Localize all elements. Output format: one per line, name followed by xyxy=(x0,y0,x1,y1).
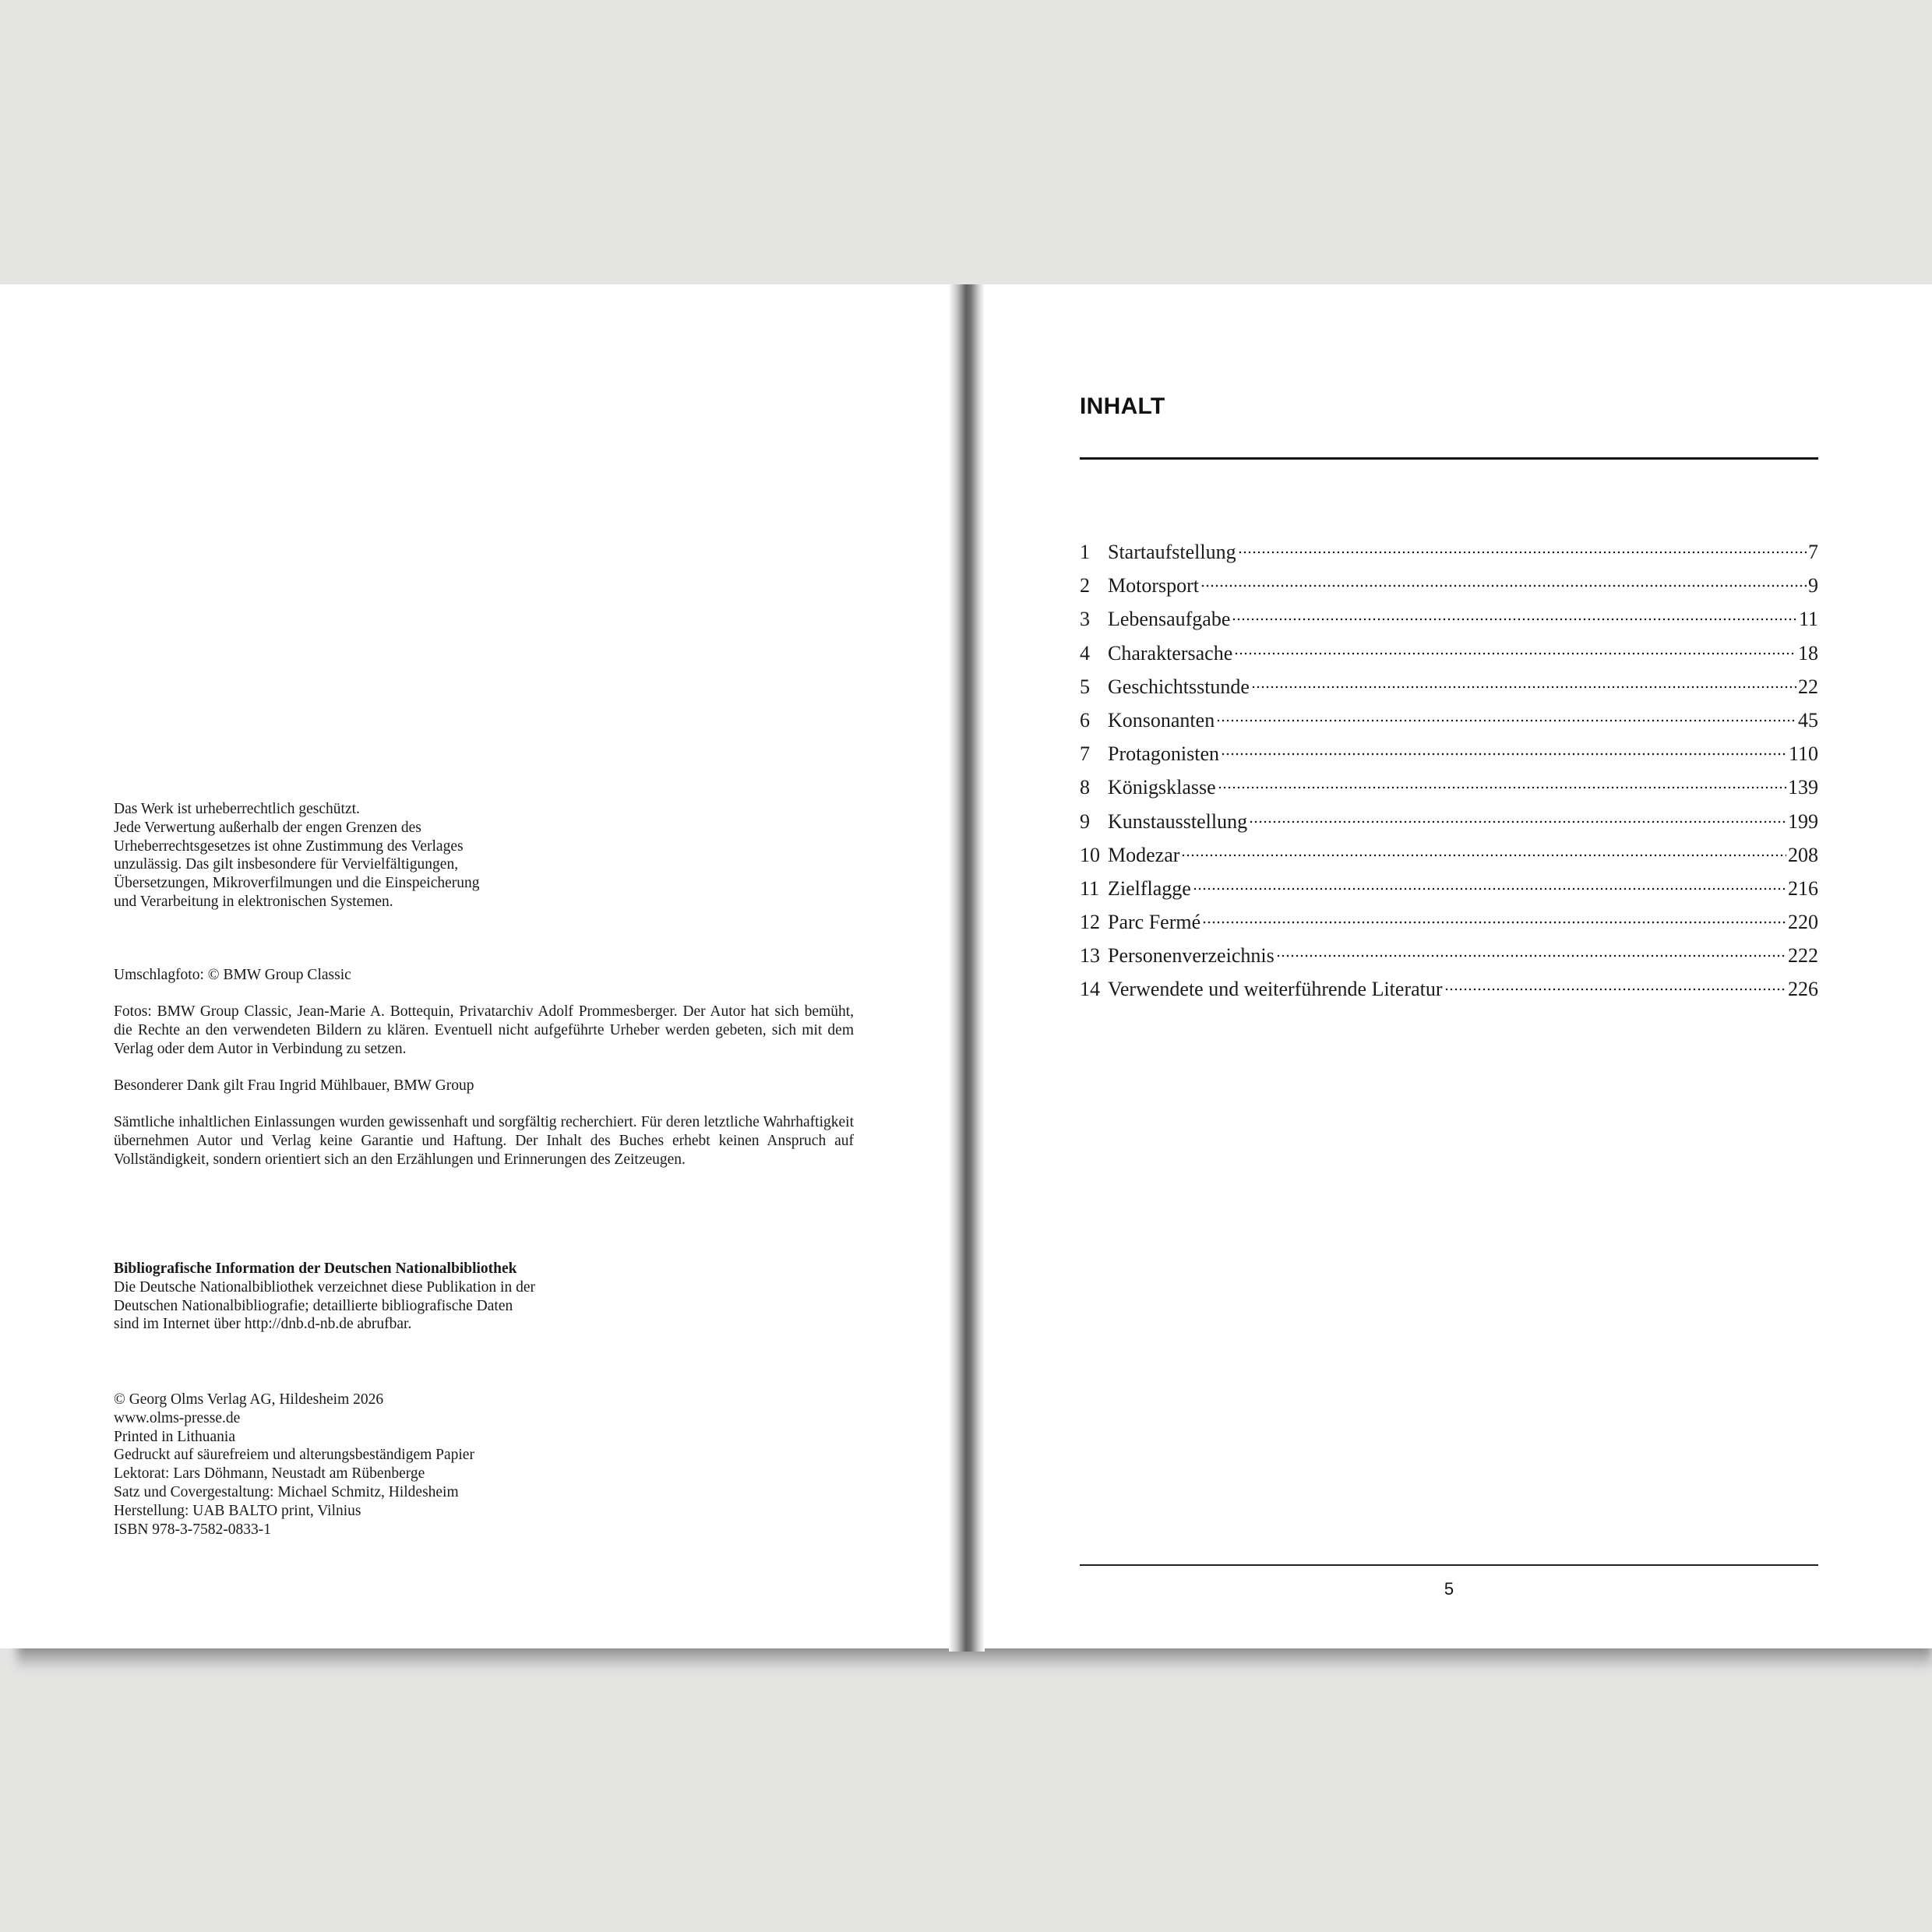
toc-label: Verwendete und weiterführende Literatur xyxy=(1108,978,1443,1001)
biblio-line: Deutschen Nationalbibliografie; detaillierte bibliografische Daten xyxy=(114,1297,513,1314)
publisher-line: Printed in Lithuania xyxy=(114,1428,235,1445)
toc-label: Personenverzeichnis xyxy=(1108,944,1274,968)
toc-number: 13 xyxy=(1080,944,1100,968)
toc-label: Charaktersache xyxy=(1108,641,1233,665)
biblio-line: sind im Internet über http://dnb.d-nb.de abrufbar. xyxy=(114,1316,412,1333)
disclaimer-text: Sämtliche inhaltlichen Einlassungen wurden gewissenhaft und sorgfältig recherchiert. Für deren letztliche Wahrhaftigkeit übernehmen Autor und Verlag keine Garantie und Haftung. Der Inhalt des Buches erhebt keinen Anspruch auf Vollständigkeit, sondern orientiert sich an den Erzählungen und Erinnerungen des Zeitzeugen. xyxy=(114,1114,854,1168)
toc-number: 14 xyxy=(1080,978,1100,1001)
biblio-heading: Bibliografische Information der Deutschen Nationalbibliothek xyxy=(114,1260,517,1277)
toc-entry[interactable] xyxy=(1080,972,1818,1006)
footer-rule xyxy=(1080,1564,1818,1566)
toc-entry[interactable] xyxy=(1080,737,1818,770)
toc-entry[interactable] xyxy=(1080,939,1818,972)
toc-page-number: 9 xyxy=(1808,574,1818,598)
table-of-contents xyxy=(1080,535,1818,1007)
toc-page-number: 110 xyxy=(1788,742,1818,766)
toc-leader xyxy=(1193,887,1786,891)
toc-number: 10 xyxy=(1080,843,1100,866)
toc-entry[interactable] xyxy=(1080,569,1818,602)
toc-number: 11 xyxy=(1080,876,1100,900)
toc-number: 2 xyxy=(1080,574,1090,598)
toc-label: Lebensaufgabe xyxy=(1108,608,1231,631)
toc-label: Motorsport xyxy=(1108,574,1199,598)
toc-label: Geschichtsstunde xyxy=(1108,675,1250,698)
toc-leader xyxy=(1216,718,1796,723)
toc-entry[interactable] xyxy=(1080,872,1818,905)
toc-label: Kunstausstellung xyxy=(1108,809,1248,833)
toc-entry[interactable] xyxy=(1080,602,1818,636)
toc-leader xyxy=(1238,550,1807,555)
toc-label: Protagonisten xyxy=(1108,742,1219,766)
toc-label: Königsklasse xyxy=(1108,776,1216,799)
copyright-line: Urheberrechtsgesetzes ist ohne Zustimmung des Verlages xyxy=(114,837,464,855)
toc-title: INHALT xyxy=(1080,393,1165,419)
copyright-line: Das Werk ist urheberrechtlich geschützt. xyxy=(114,801,360,817)
toc-number: 5 xyxy=(1080,675,1090,698)
toc-leader xyxy=(1249,820,1786,824)
toc-label: Startaufstellung xyxy=(1108,541,1236,563)
copyright-line: unzulässig. Das gilt insbesondere für Vervielfältigungen, xyxy=(114,856,459,873)
toc-page-number: 220 xyxy=(1788,911,1818,934)
publisher-line: www.olms-presse.de xyxy=(114,1409,241,1426)
toc-leader xyxy=(1221,752,1787,756)
toc-leader xyxy=(1276,954,1786,958)
toc-page-number: 139 xyxy=(1788,776,1818,799)
toc-leader xyxy=(1218,785,1786,790)
publisher-line: Satz und Covergestaltung: Michael Schmitz, Hildesheim xyxy=(114,1483,459,1500)
toc-label: Konsonanten xyxy=(1108,708,1215,732)
copyright-line: Übersetzungen, Mikroverfilmungen und die Einspeicherung xyxy=(114,875,480,892)
photo-credits xyxy=(114,1003,854,1058)
biblio-line: Die Deutsche Nationalbibliothek verzeichnet diese Publikation in der xyxy=(114,1278,535,1296)
toc-page-number: 222 xyxy=(1788,944,1818,968)
toc-label: Zielflagge xyxy=(1108,876,1191,900)
toc-page-number: 216 xyxy=(1788,876,1818,900)
publisher-line: © Georg Olms Verlag AG, Hildesheim 2026 xyxy=(114,1391,384,1408)
publisher-line: ISBN 978-3-7582-0833-1 xyxy=(114,1521,272,1538)
publisher-line: Gedruckt auf säurefreiem und alterungsbeständigem Papier xyxy=(114,1447,474,1464)
publisher-line: Lektorat: Lars Döhmann, Neustadt am Rübenberge xyxy=(114,1465,425,1482)
publisher-info xyxy=(114,1391,854,1539)
copyright-notice xyxy=(114,800,854,911)
bibliographic-info xyxy=(114,1260,854,1334)
toc-leader xyxy=(1444,987,1786,992)
toc-page-number: 18 xyxy=(1798,641,1818,665)
toc-leader xyxy=(1181,853,1786,858)
right-page xyxy=(975,284,1932,1648)
toc-entry[interactable] xyxy=(1080,670,1818,703)
toc-number: 8 xyxy=(1080,776,1090,799)
page-number: 5 xyxy=(1444,1579,1454,1599)
toc-entry[interactable] xyxy=(1080,703,1818,737)
toc-entry[interactable] xyxy=(1080,838,1818,872)
toc-page-number: 208 xyxy=(1788,843,1818,866)
toc-page-number: 22 xyxy=(1798,675,1818,698)
thanks xyxy=(114,1077,854,1095)
disclaimer xyxy=(114,1113,854,1169)
toc-leader xyxy=(1232,617,1797,622)
cover-photo-credit xyxy=(114,966,854,985)
toc-page-number: 226 xyxy=(1788,978,1818,1001)
toc-entry[interactable] xyxy=(1080,770,1818,804)
toc-number: 3 xyxy=(1080,608,1090,631)
toc-page-number: 7 xyxy=(1808,541,1818,563)
cover-photo-text: Umschlagfoto: © BMW Group Classic xyxy=(114,967,351,983)
toc-number: 9 xyxy=(1080,809,1090,833)
toc-label: Modezar xyxy=(1108,843,1180,866)
toc-leader xyxy=(1234,651,1796,656)
toc-entry[interactable] xyxy=(1080,535,1818,569)
toc-number: 1 xyxy=(1080,541,1090,563)
publisher-line: Herstellung: UAB BALTO print, Vilnius xyxy=(114,1502,361,1519)
copyright-line: Jede Verwertung außerhalb der engen Grenzen des xyxy=(114,819,421,836)
toc-leader xyxy=(1202,920,1786,925)
photo-credits-text: Fotos: BMW Group Classic, Jean-Marie A. Bottequin, Privatarchiv Adolf Prommesberger. Der Autor hat sich bemüht, die Rechte an den verwendeten Bildern zu klären. Eventuell nicht aufgeführte Urheber werden gebeten, sich mit dem Verlag oder dem Autor in Verbindung zu setzen. xyxy=(114,1003,854,1057)
thanks-text: Besonderer Dank gilt Frau Ingrid Mühlbauer, BMW Group xyxy=(114,1077,474,1094)
book-gutter xyxy=(949,284,985,1652)
copyright-line: und Verarbeitung in elektronischen Systemen. xyxy=(114,893,393,910)
toc-number: 7 xyxy=(1080,742,1090,766)
toc-number: 6 xyxy=(1080,708,1090,732)
toc-entry[interactable] xyxy=(1080,636,1818,670)
left-page xyxy=(0,284,957,1648)
toc-page-number: 199 xyxy=(1788,809,1818,833)
toc-title-rule xyxy=(1080,457,1818,460)
toc-entry[interactable] xyxy=(1080,805,1818,838)
toc-number: 12 xyxy=(1080,911,1100,934)
toc-entry[interactable] xyxy=(1080,905,1818,939)
toc-label: Parc Fermé xyxy=(1108,911,1201,934)
toc-leader xyxy=(1200,583,1807,588)
toc-number: 4 xyxy=(1080,641,1090,665)
toc-page-number: 11 xyxy=(1798,608,1818,631)
toc-leader xyxy=(1251,685,1796,689)
toc-page-number: 45 xyxy=(1798,708,1818,732)
